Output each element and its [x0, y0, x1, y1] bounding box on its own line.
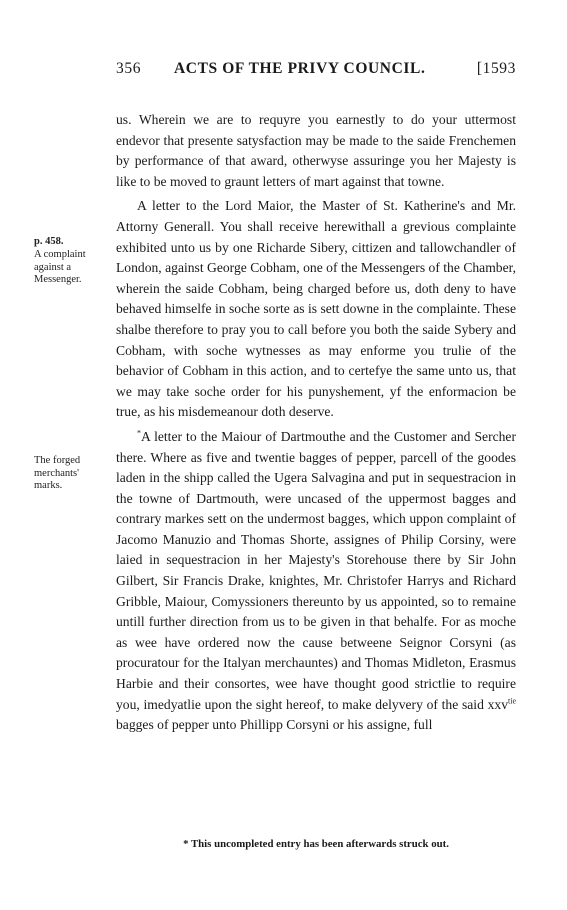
- page-number: 356: [116, 60, 142, 77]
- sidenote-complaint: A complaint against a Messenger.: [34, 249, 86, 285]
- footnote-marker: *: [137, 428, 141, 438]
- paragraph-dartmouth-letter: [116, 427, 516, 736]
- ordinal-superscript: tie: [508, 696, 516, 706]
- paragraph-dartmouth-text-end: bagges of pepper unto Phillipp Corsyni or his assigne, full: [116, 717, 433, 733]
- sidenote-forged-marks: The forged merchants' marks.: [34, 455, 81, 491]
- paragraph-cobham-complaint: A letter to the Lord Maior, the Master of St. Katherine's and Mr. Attorny Generall. You shall receive herewithall a grevious complainte exhibited unto us by one Richarde Sibery, cittizen and tallowchandler of London, against George Cobham, one of the Messengers of the Chamber, wherein the saide Cobham, being charged before us, doth deny to have behaved himselfe in soche sorte as is sett downe in the complainte. These shalbe therefore to pray you to call before you both the saide Sybery and Cobham, with soche wytnesses as may enforme you trulie of the behavior of Cobham in this action, and to certefye the same unto us, that we may take soche order for his punyshement, yf the enformacion be true, as his misdemeanour doth deserve.: [116, 198, 516, 420]
- header-year: [1593: [476, 60, 516, 77]
- running-header: [116, 60, 516, 82]
- sidenote-page-ref: p. 458.: [34, 236, 64, 247]
- paragraph-award: us. Wherein we are to requyre you earnestly to do your uttermost endevor that presente satysfaction may be made to the saide Frenchemen by performance of that award, otherwyse assuringe you her Majesty is like to be moved to graunt letters of mart against that towne.: [116, 112, 516, 189]
- footnote: * This uncompleted entry has been afterwards struck out.: [183, 838, 449, 850]
- page-title: ACTS OF THE PRIVY COUNCIL.: [174, 60, 426, 77]
- page-body: [116, 110, 516, 736]
- paragraph-dartmouth-text: A letter to the Maiour of Dartmouthe and the Customer and Sercher there. Where as five and twentie bagges of pepper, parcell of the goodes laden in the shipp called the Ugera Salvagina and put in sequestracion in the towne of Dartmouth, were uncased of the uppermost bagges and contrary markes sett on the undermost bagges, which uppon complaint of Jacomo Manuzio and Thomas Shorte, assignes of Philip Corsiny, were laied in sequestracion in her Majesty's Storehouse there by Sir John Gilbert, Sir Francis Drake, knightes, Mr. Christofer Harrys and Richard Gribble, Maiour, Comyssioners thereunto by us appointed, so to remaine untill further direction from us to be given in that behalfe. For as moche as wee have ordered now the cause betweene Seignor Corsyni (as procuratour for the Italyan merchauntes) and Thomas Midleton, Erasmus Harbie and their consortes, wee have thought good strictlie to require you, imedyatlie upon the sight hereof, to make delyvery of the said xxv: [116, 428, 516, 712]
